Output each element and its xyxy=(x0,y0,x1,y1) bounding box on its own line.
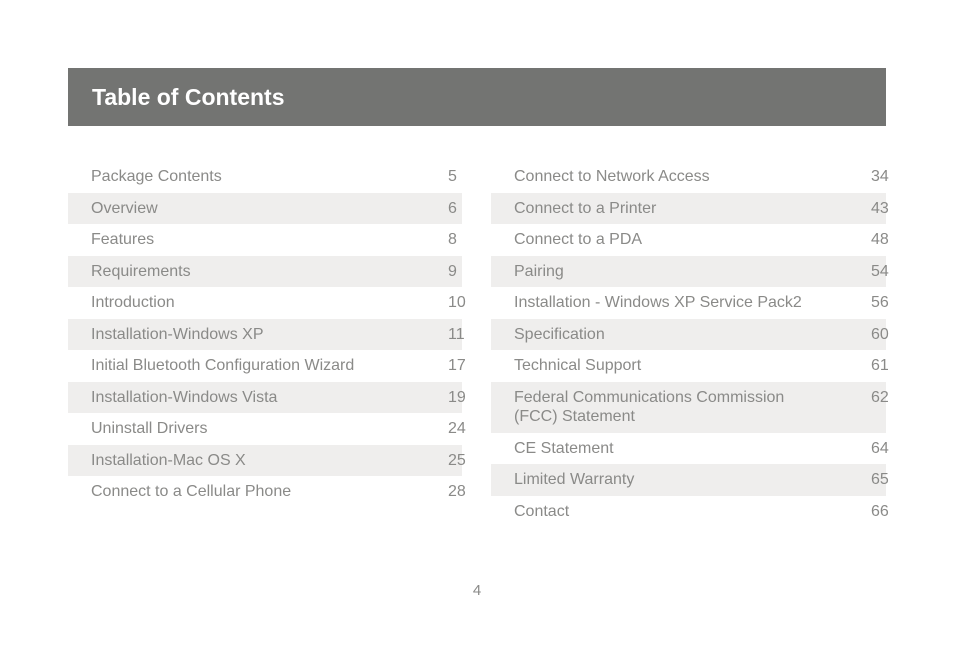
toc-entry-title: Installation - Windows XP Service Pack2 xyxy=(514,294,802,311)
toc-entry-title: Limited Warranty xyxy=(514,471,635,488)
toc-entry-page: 11 xyxy=(448,325,465,343)
toc-entry[interactable] xyxy=(68,287,466,319)
toc-entry[interactable] xyxy=(491,350,889,382)
toc-entry[interactable] xyxy=(68,413,466,445)
toc-entry-page: 61 xyxy=(871,357,889,374)
toc-entry[interactable] xyxy=(68,193,462,225)
toc-entry-page: 65 xyxy=(871,471,889,488)
page-title: Table of Contents xyxy=(92,84,285,110)
toc-entry-page: 25 xyxy=(448,451,466,469)
toc-entry[interactable] xyxy=(68,445,466,477)
toc-entry-title: Federal Communications Commission (FCC) Statement xyxy=(514,388,785,425)
toc-entry-page: 64 xyxy=(871,439,889,457)
toc-entry-title: Initial Bluetooth Configuration Wizard xyxy=(91,357,355,374)
toc-entry[interactable] xyxy=(68,224,462,256)
toc-entry-title: Uninstall Drivers xyxy=(91,420,208,437)
toc-entry[interactable] xyxy=(491,287,889,319)
toc-entry-page: 62 xyxy=(871,388,889,406)
page-number: 4 xyxy=(472,582,482,599)
toc-entry-title: CE Statement xyxy=(514,439,614,457)
toc-entry[interactable] xyxy=(491,224,889,256)
toc-header-bar xyxy=(68,68,886,126)
toc-entry-title: Installation-Windows Vista xyxy=(91,388,278,406)
toc-entry-title: Installation-Windows XP xyxy=(91,325,264,343)
toc-left-column xyxy=(68,161,466,508)
toc-entry-page: 43 xyxy=(871,199,889,217)
toc-entry-title: Pairing xyxy=(514,262,564,280)
toc-entry-page: 56 xyxy=(871,294,889,311)
toc-entry-title: Features xyxy=(91,231,155,248)
toc-entry-title: Introduction xyxy=(91,294,175,311)
toc-entry-title: Contact xyxy=(514,502,570,520)
toc-entry-title: Connect to a PDA xyxy=(514,231,643,248)
toc-entry-page: 24 xyxy=(448,420,466,437)
toc-entry-page: 28 xyxy=(448,483,466,500)
toc-entry[interactable] xyxy=(68,382,466,414)
toc-entry-title: Connect to a Printer xyxy=(514,199,657,217)
toc-entry[interactable] xyxy=(68,161,462,193)
toc-entry-title: Overview xyxy=(91,199,158,217)
toc-right-column xyxy=(491,161,889,527)
toc-entry-page: 10 xyxy=(448,294,466,311)
toc-entry-title: Package Contents xyxy=(91,168,222,185)
toc-entry-page: 66 xyxy=(871,502,889,520)
toc-entry-title: Connect to Network Access xyxy=(514,168,710,185)
toc-entry-page: 8 xyxy=(448,231,457,248)
toc-entry[interactable] xyxy=(491,382,889,433)
toc-entry[interactable] xyxy=(68,319,465,351)
toc-entry[interactable] xyxy=(491,256,889,288)
toc-entry[interactable] xyxy=(491,193,889,225)
toc-entry-page: 6 xyxy=(448,199,457,217)
toc-entry[interactable] xyxy=(491,496,889,528)
toc-entry-page: 5 xyxy=(448,168,457,185)
toc-entry-page: 54 xyxy=(871,262,889,280)
toc-entry-title: Connect to a Cellular Phone xyxy=(91,483,292,500)
toc-entry-page: 60 xyxy=(871,325,889,343)
toc-entry[interactable] xyxy=(68,256,462,288)
toc-entry[interactable] xyxy=(491,464,889,496)
toc-entry[interactable] xyxy=(491,433,889,465)
toc-entry[interactable] xyxy=(491,319,889,351)
toc-entry-page: 9 xyxy=(448,262,457,280)
toc-entry[interactable] xyxy=(491,161,889,193)
toc-entry[interactable] xyxy=(68,350,466,382)
toc-entry-page: 17 xyxy=(448,357,466,374)
toc-entry-page: 34 xyxy=(871,168,889,185)
toc-entry-title: Specification xyxy=(514,325,605,343)
toc-entry-title: Technical Support xyxy=(514,357,642,374)
toc-entry-page: 48 xyxy=(871,231,889,248)
toc-entry-title: Installation-Mac OS X xyxy=(91,451,246,469)
toc-entry-title: Requirements xyxy=(91,262,191,280)
toc-entry-page: 19 xyxy=(448,388,466,406)
toc-entry[interactable] xyxy=(68,476,466,508)
